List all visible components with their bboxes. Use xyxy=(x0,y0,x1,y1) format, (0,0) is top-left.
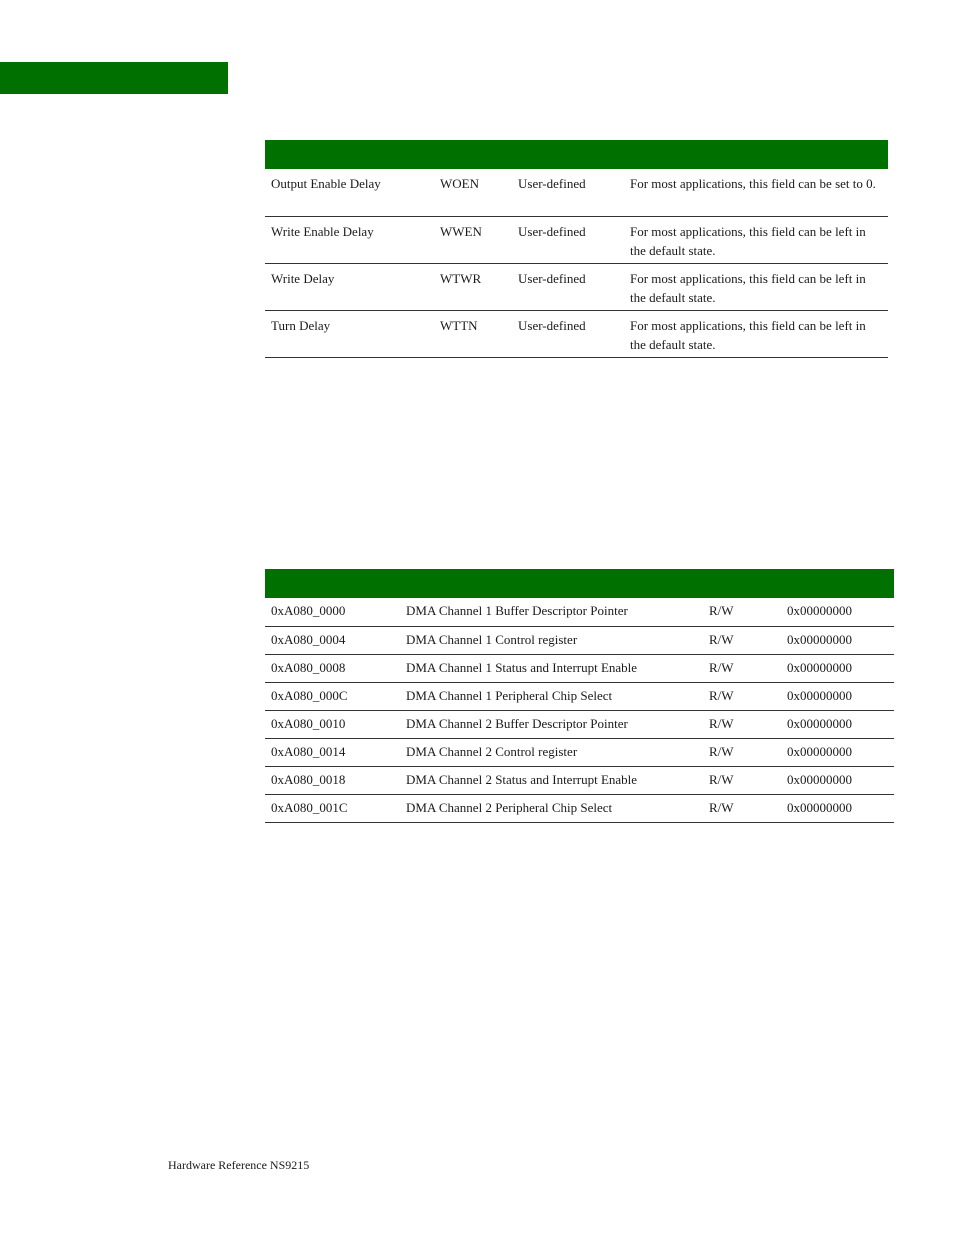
cell-value: User-defined xyxy=(518,176,586,191)
cell-notes: For most applications, this field can be left in the default state. xyxy=(630,270,866,305)
cell-name: Write Delay xyxy=(271,270,335,286)
cell-address: 0xA080_0014 xyxy=(271,743,346,759)
page-footer: Hardware Reference NS9215 xyxy=(168,1158,310,1172)
cell-address: 0xA080_0010 xyxy=(271,715,346,731)
chapter-tab-bar xyxy=(0,62,228,94)
table-row xyxy=(265,682,894,710)
cell-address: 0xA080_0000 xyxy=(271,603,346,618)
cell-register: DMA Channel 1 Status and Interrupt Enable xyxy=(406,659,638,675)
cell-access: R/W xyxy=(709,743,734,759)
cell-access: R/W xyxy=(709,603,734,618)
table-row xyxy=(265,598,894,626)
cell-register: DMA Channel 1 Buffer Descriptor Pointer xyxy=(406,603,628,618)
cell-reset: 0x00000000 xyxy=(787,603,852,618)
cell-access: R/W xyxy=(709,771,734,787)
cell-address: 0xA080_0008 xyxy=(271,659,346,675)
cell-notes: For most applications, this field can be left in the default state. xyxy=(630,223,866,258)
cell-access: R/W xyxy=(709,799,734,815)
cell-reset: 0x00000000 xyxy=(787,687,852,703)
cell-notes: For most applications, this field can be left in the default state. xyxy=(630,317,866,352)
cell-register: DMA Channel 2 Control register xyxy=(406,743,578,759)
cell-value: User-defined xyxy=(518,270,586,286)
cell-name: Turn Delay xyxy=(271,317,331,333)
cell-field: WOEN xyxy=(440,176,479,191)
cell-address: 0xA080_001C xyxy=(271,799,348,815)
table-row xyxy=(265,216,888,263)
table-header-row xyxy=(265,569,894,598)
cell-reset: 0x00000000 xyxy=(787,799,852,815)
cell-field: WTTN xyxy=(440,317,478,333)
cell-access: R/W xyxy=(709,715,734,731)
cell-register: DMA Channel 2 Status and Interrupt Enable xyxy=(406,771,638,787)
cell-notes: For most applications, this field can be set to 0. xyxy=(630,176,876,191)
cell-register: DMA Channel 1 Control register xyxy=(406,631,578,647)
table-row xyxy=(265,626,894,654)
cell-reset: 0x00000000 xyxy=(787,715,852,731)
register-map-table xyxy=(265,569,894,823)
cell-register: DMA Channel 2 Buffer Descriptor Pointer xyxy=(406,715,628,731)
cell-reset: 0x00000000 xyxy=(787,743,852,759)
cell-access: R/W xyxy=(709,687,734,703)
cell-address: 0xA080_0018 xyxy=(271,771,346,787)
cell-name: Output Enable Delay xyxy=(271,176,381,191)
table-header-row xyxy=(265,140,888,169)
table-row xyxy=(265,738,894,766)
cell-register: DMA Channel 1 Peripheral Chip Select xyxy=(406,687,613,703)
cell-value: User-defined xyxy=(518,223,586,239)
table-row xyxy=(265,310,888,357)
table-row xyxy=(265,169,888,216)
cell-register: DMA Channel 2 Peripheral Chip Select xyxy=(406,799,613,815)
cell-reset: 0x00000000 xyxy=(787,659,852,675)
cell-access: R/W xyxy=(709,631,734,647)
table-row xyxy=(265,654,894,682)
cell-reset: 0x00000000 xyxy=(787,631,852,647)
cell-name: Write Enable Delay xyxy=(271,223,374,239)
cell-reset: 0x00000000 xyxy=(787,771,852,787)
cell-value: User-defined xyxy=(518,317,586,333)
cell-address: 0xA080_0004 xyxy=(271,631,346,647)
table-row xyxy=(265,794,894,822)
cell-access: R/W xyxy=(709,659,734,675)
table-row xyxy=(265,710,894,738)
cell-field: WWEN xyxy=(440,223,482,239)
cell-field: WTWR xyxy=(440,270,482,286)
timing-settings-table xyxy=(265,140,888,358)
cell-address: 0xA080_000C xyxy=(271,687,348,703)
table-row xyxy=(265,766,894,794)
table-row xyxy=(265,263,888,310)
